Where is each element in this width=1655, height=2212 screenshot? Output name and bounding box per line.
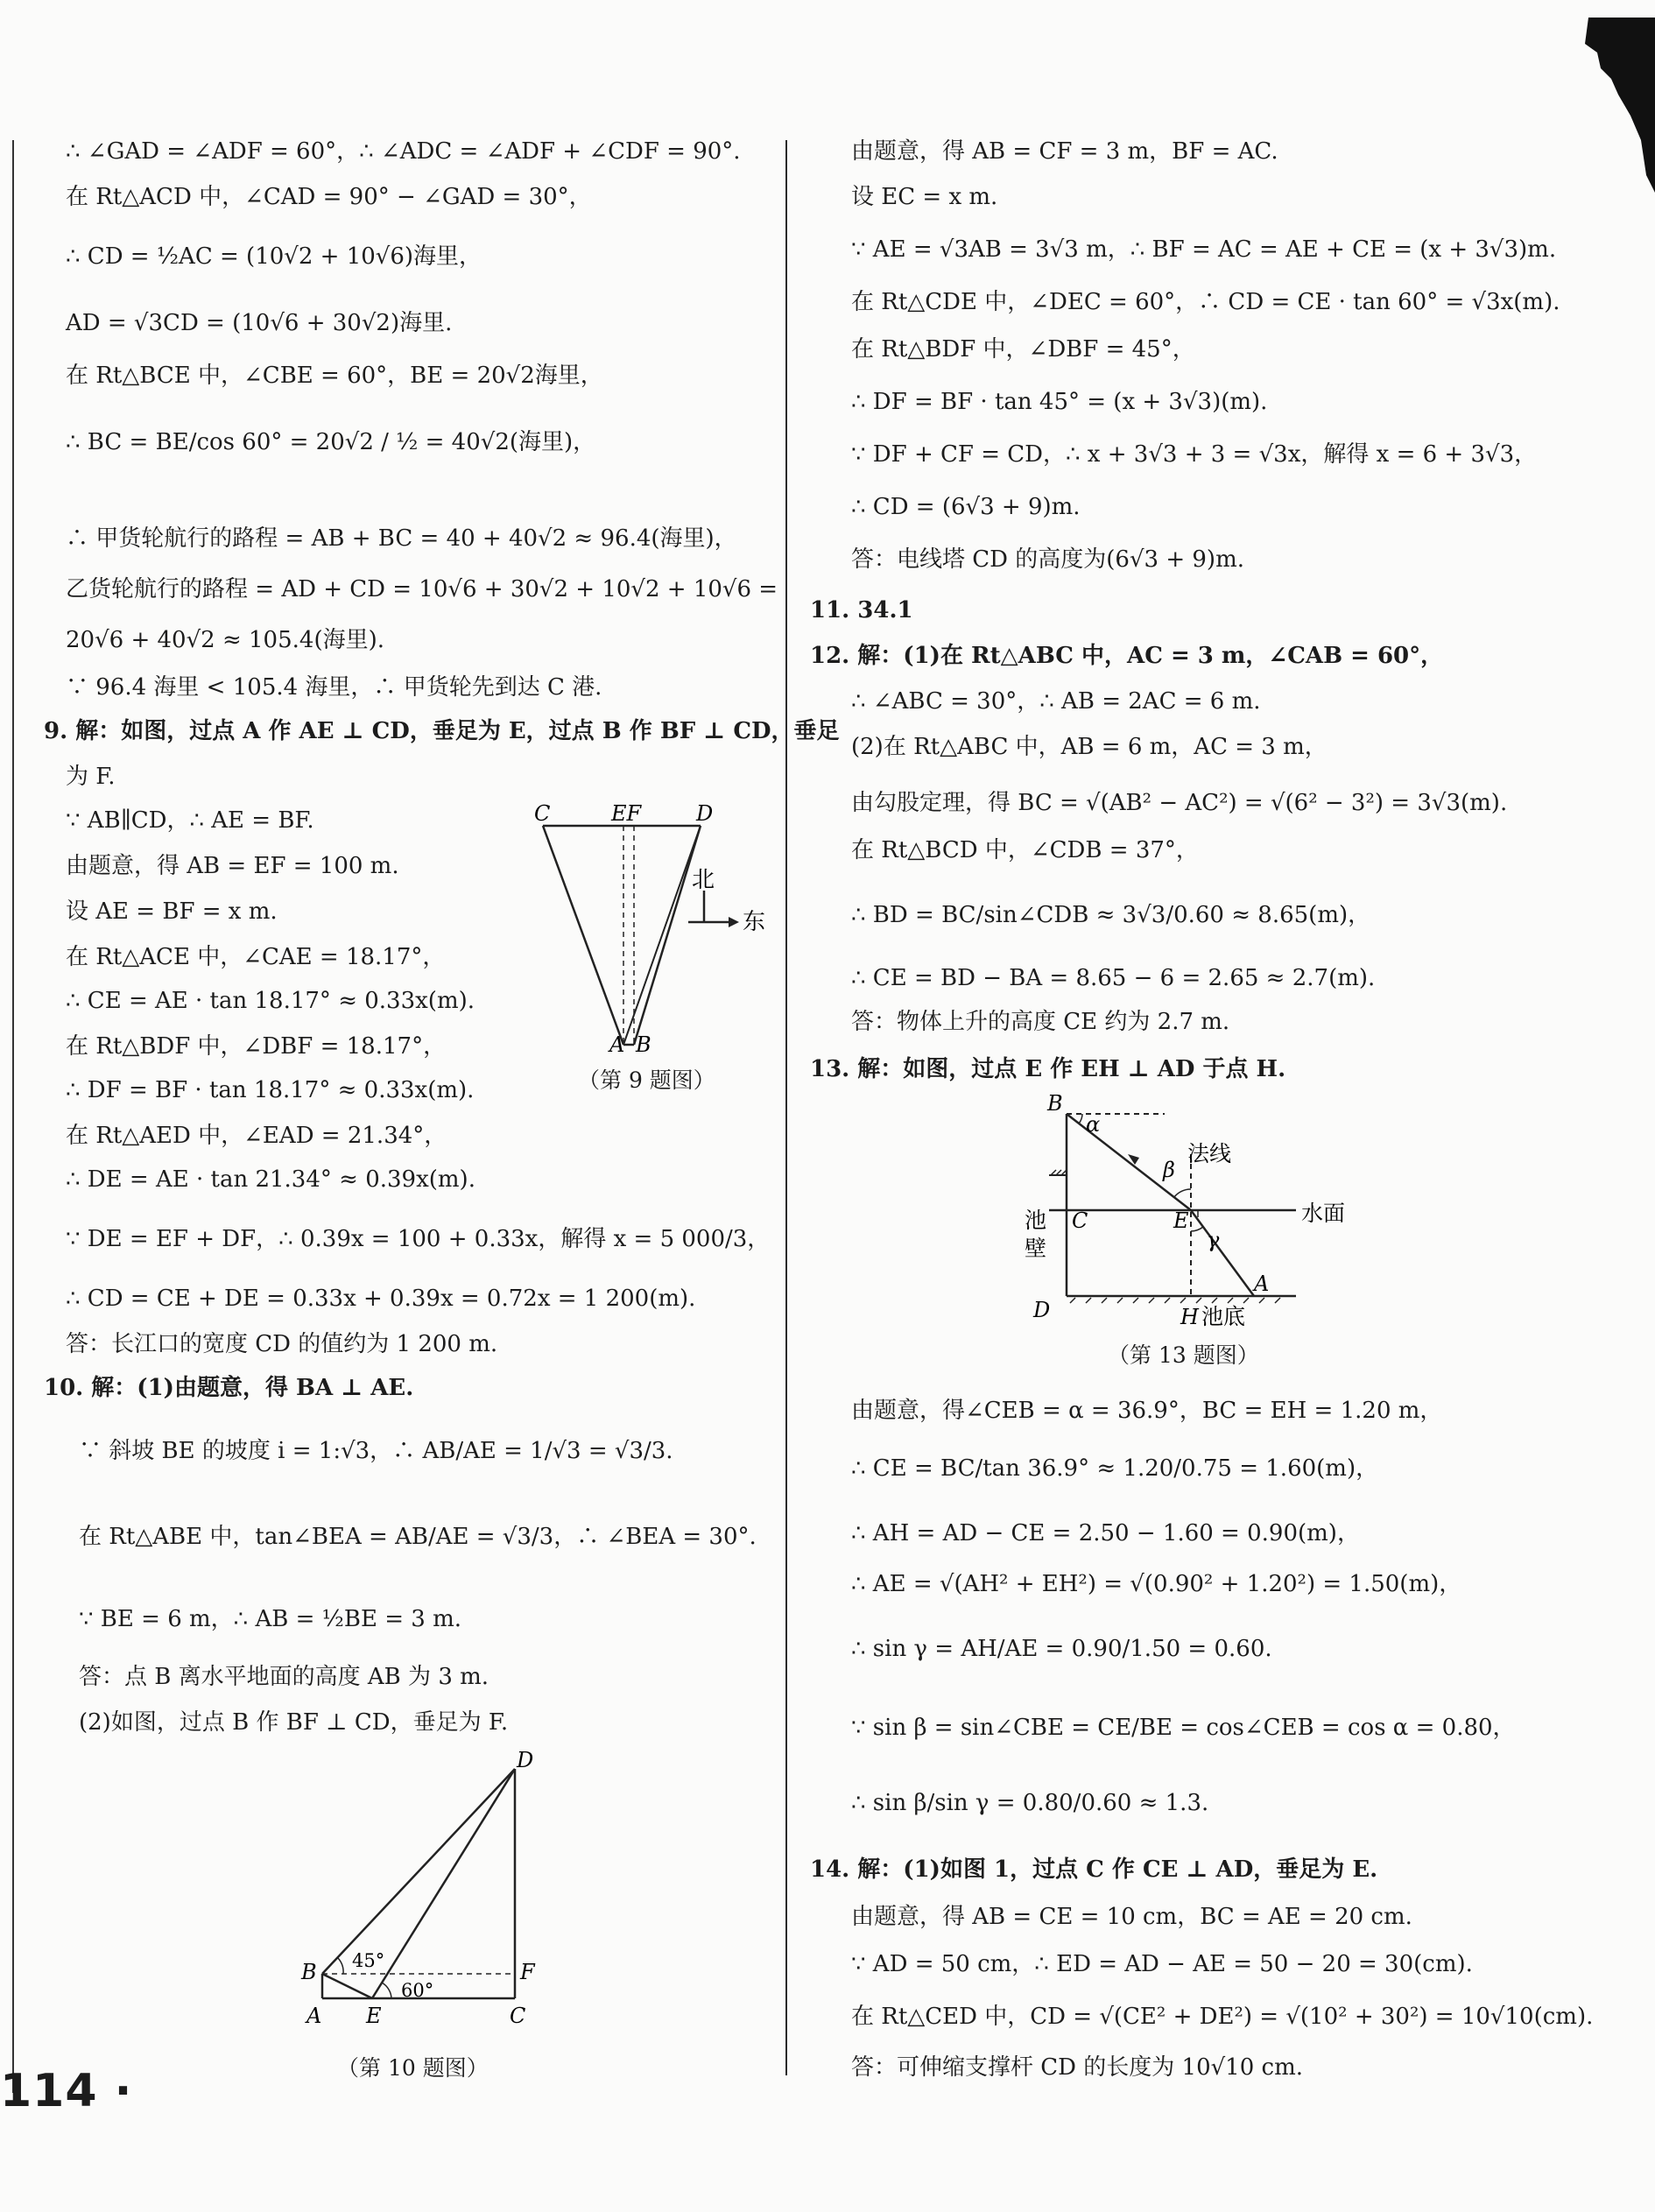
fig13-hatch-bottom [1070,1298,1280,1303]
left-line-4: AD = √3CD = (10√6 + 30√2)海里. [66,310,453,336]
right-line-17: ∴ CE = BD − BA = 8.65 − 6 = 2.65 ≈ 2.7(m). [851,965,1376,991]
fig10-angle-60-arc [382,1983,391,1998]
right-line-14: 由勾股定理，得 BC = √(AB² − AC²) = √(6² − 3²) = 3√3(m). [851,790,1508,816]
left-line-21: ∴ DE = AE · tan 21.34° ≈ 0.39x(m). [66,1166,475,1193]
fig10-line-ed [372,1769,515,1998]
right-line-2: 设 EC = x m. [851,184,998,210]
problem-13-heading: 13. 解：如图，过点 E 作 EH ⊥ AD 于点 H. [810,1056,1286,1082]
figure-13 [1016,1093,1384,1338]
right-line-16: ∴ BD = BC/sin∠CDB ≈ 3√3/0.60 ≈ 8.65(m)， [851,902,1371,928]
fig10-label-d: D [517,1748,534,1772]
right-line-8: ∴ CD = (6√3 + 9)m. [851,494,1081,520]
right-line-1: 由题意，得 AB = CF = 3 m，BF = AC. [851,138,1278,165]
right-line-9: 答：电线塔 CD 的高度为(6√3 + 9)m. [851,546,1244,573]
right-line-5: 在 Rt△BDF 中，∠DBF = 45°， [851,336,1195,363]
fig10-label-a: A [306,2004,322,2028]
problem-10-heading: 10. 解：(1)由题意，得 BA ⊥ AE. [44,1375,414,1401]
problem-14-heading: 14. 解：(1)如图 1，过点 C 作 CE ⊥ AD，垂足为 E. [810,1856,1378,1883]
fig10-angle-45-arc [338,1958,343,1974]
fig13-label-beta: β [1163,1158,1175,1182]
fig13-label-b: B [1047,1093,1063,1116]
fig13-label-alpha: α [1086,1112,1101,1137]
problem-9-heading: 9. 解：如图，过点 A 作 AE ⊥ CD，垂足为 E，过点 B 作 BF ⊥ CD，垂足 [44,718,840,744]
column-divider [785,140,787,2075]
fig10-line-be [322,1974,372,1998]
fig13-label-e: E [1173,1208,1189,1233]
right-line-23: ∴ AE = √(AH² + EH²) = √(0.90² + 1.20²) = 1.50(m)， [851,1571,1462,1597]
left-line-10: ∵ 96.4 海里 < 105.4 海里，∴ 甲货轮先到达 C 港. [66,674,602,701]
left-line-12: 为 F. [66,764,116,790]
left-line-16: 在 Rt△ACE 中，∠CAE = 18.17°， [66,944,446,970]
fig9-label-north: 北 [692,867,715,893]
right-line-24: ∴ sin γ = AH/AE = 0.90/1.50 = 0.60. [851,1636,1272,1662]
fig10-label-f: F [520,1960,535,1984]
fig10-label-60: 60° [401,1980,434,2001]
right-line-21: ∴ CE = BC/tan 36.9° ≈ 1.20/0.75 = 1.60(m)， [851,1455,1379,1482]
fig13-label-wall-2: 壁 [1025,1236,1047,1261]
left-line-22: ∵ DE = EF + DF，∴ 0.39x = 100 + 0.33x，解得 x = 5 000/3， [66,1226,771,1252]
left-line-9: 20√6 + 40√2 ≈ 105.4(海里). [66,627,385,653]
fig13-beta-arc [1174,1189,1191,1197]
fig10-label-c: C [510,2004,526,2028]
fig9-line-ca [543,826,623,1045]
right-line-30: 在 Rt△CED 中，CD = √(CE² + DE²) = √(10² + 30²) = 10√10(cm). [851,2004,1594,2030]
figure-13-caption: （第 13 题图） [1108,1342,1259,1368]
left-line-29: 答：点 B 离水平地面的高度 AB 为 3 m. [79,1664,489,1690]
figure-9-caption: （第 9 题图） [578,1067,715,1093]
fig13-label-gamma: γ [1207,1228,1220,1252]
figure-9 [525,793,779,1090]
fig9-label-c: C [534,801,551,826]
right-line-3: ∵ AE = √3AB = 3√3 m，∴ BF = AC = AE + CE = (x + 3√3)m. [851,236,1557,263]
fig13-label-bottom: 池底 [1201,1304,1246,1329]
left-line-30: (2)如图，过点 B 作 BF ⊥ CD，垂足为 F. [79,1709,509,1736]
fig9-label-ef: EF [611,801,642,826]
left-margin-rule [12,140,14,2093]
right-line-28: 由题意，得 AB = CE = 10 cm，BC = AE = 20 cm. [851,1904,1412,1930]
fig10-label-b: B [301,1960,317,1984]
fig13-gamma-arc [1191,1227,1203,1231]
left-line-7: ∴ 甲货轮航行的路程 = AB + BC = 40 + 40√2 ≈ 96.4(海里)， [66,525,737,552]
left-line-13: ∵ AB∥CD，∴ AE = BF. [66,807,314,834]
fig10-label-e: E [366,2004,382,2028]
left-line-8: 乙货轮航行的路程 = AD + CD = 10√6 + 30√2 + 10√2 + 10√6 = [66,576,778,602]
page-number: 114 · [0,2065,133,2117]
figure-10-caption: （第 10 题图） [337,2055,489,2081]
left-line-18: 在 Rt△BDF 中，∠DBF = 18.17°， [66,1033,447,1060]
fig9-label-a: A [609,1032,625,1057]
left-line-28: ∵ BE = 6 m，∴ AB = ½BE = 3 m. [79,1606,461,1632]
fig13-label-a: A [1254,1272,1270,1296]
left-line-17: ∴ CE = AE · tan 18.17° ≈ 0.33x(m). [66,988,475,1014]
left-line-27: 在 Rt△ABE 中，tan∠BEA = AB/AE = √3/3，∴ ∠BEA = 30°. [79,1524,757,1550]
left-line-26: ∵ 斜坡 BE 的坡度 i = 1:√3，∴ AB/AE = 1/√3 = √3/3. [79,1438,673,1464]
right-line-4: 在 Rt△CDE 中，∠DEC = 60°，∴ CD = CE · tan 60° = √3x(m). [851,289,1560,315]
right-line-7: ∵ DF + CF = CD，∴ x + 3√3 + 3 = √3x，解得 x = 6 + 3√3， [851,441,1538,468]
left-line-20: 在 Rt△AED 中，∠EAD = 21.34°， [66,1123,447,1149]
fig13-label-wall-1: 池 [1025,1208,1047,1233]
right-line-22: ∴ AH = AD − CE = 2.50 − 1.60 = 0.90(m)， [851,1520,1360,1546]
right-line-25: ∵ sin β = sin∠CBE = CE/BE = cos∠CEB = cos α = 0.80， [851,1715,1516,1741]
fig9-label-east: 东 [743,909,766,935]
fig9-label-d: D [696,801,714,826]
left-line-2: 在 Rt△ACD 中，∠CAD = 90° − ∠GAD = 30°， [66,184,592,210]
fig9-line-ad [623,826,701,1045]
fig13-alpha-arc [1079,1114,1082,1124]
left-line-14: 由题意，得 AB = EF = 100 m. [66,853,399,879]
torn-edge [1576,18,1655,193]
right-line-12: ∴ ∠ABC = 30°，∴ AB = 2AC = 6 m. [851,688,1261,715]
fig10-label-45: 45° [352,1950,385,1971]
right-line-20: 由题意，得∠CEB = α = 36.9°，BC = EH = 1.20 m， [851,1398,1443,1424]
left-line-24: 答：长江口的宽度 CD 的值约为 1 200 m. [66,1331,498,1357]
fig13-label-d: D [1033,1298,1051,1322]
problem-11-answer: 11. 34.1 [810,597,913,623]
left-line-23: ∴ CD = CE + DE = 0.33x + 0.39x = 0.72x = 1 200(m). [66,1286,696,1312]
fig13-label-water: 水面 [1301,1201,1346,1226]
left-line-6: ∴ BC = BE/cos 60° = 20√2 / ½ = 40√2(海里)， [66,429,596,455]
left-line-1: ∴ ∠GAD = ∠ADF = 60°，∴ ∠ADC = ∠ADF + ∠CDF = 90°. [66,138,741,165]
left-line-15: 设 AE = BF = x m. [66,898,278,925]
fig9-compass-arrow-icon [729,917,739,927]
fig13-ray-ea [1191,1210,1254,1296]
right-line-15: 在 Rt△BCD 中，∠CDB = 37°， [851,837,1199,863]
right-line-6: ∴ DF = BF · tan 45° = (x + 3√3)(m). [851,389,1268,415]
figure-10 [289,1743,578,2032]
right-line-29: ∵ AD = 50 cm，∴ ED = AD − AE = 50 − 20 = 30(cm). [851,1951,1473,1977]
right-line-26: ∴ sin β/sin γ = 0.80/0.60 ≈ 1.3. [851,1790,1209,1816]
left-line-3: ∴ CD = ½AC = (10√2 + 10√6)海里， [66,243,482,270]
fig13-label-normal: 法线 [1187,1141,1232,1166]
fig10-line-bd [322,1769,515,1974]
fig13-label-c: C [1072,1208,1088,1233]
right-line-31: 答：可伸缩支撑杆 CD 的长度为 10√10 cm. [851,2054,1304,2081]
left-line-5: 在 Rt△BCE 中，∠CBE = 60°，BE = 20√2海里， [66,363,603,389]
right-line-13: (2)在 Rt△ABC 中，AB = 6 m，AC = 3 m， [851,734,1328,760]
right-line-18: 答：物体上升的高度 CE 约为 2.7 m. [851,1009,1230,1035]
problem-12-heading: 12. 解：(1)在 Rt△ABC 中，AC = 3 m，∠CAB = 60°， [810,643,1444,669]
left-line-19: ∴ DF = BF · tan 18.17° ≈ 0.33x(m). [66,1077,475,1103]
fig9-line-db [634,826,701,1045]
fig9-label-b: B [636,1032,651,1057]
fig13-label-h: H [1180,1305,1199,1329]
